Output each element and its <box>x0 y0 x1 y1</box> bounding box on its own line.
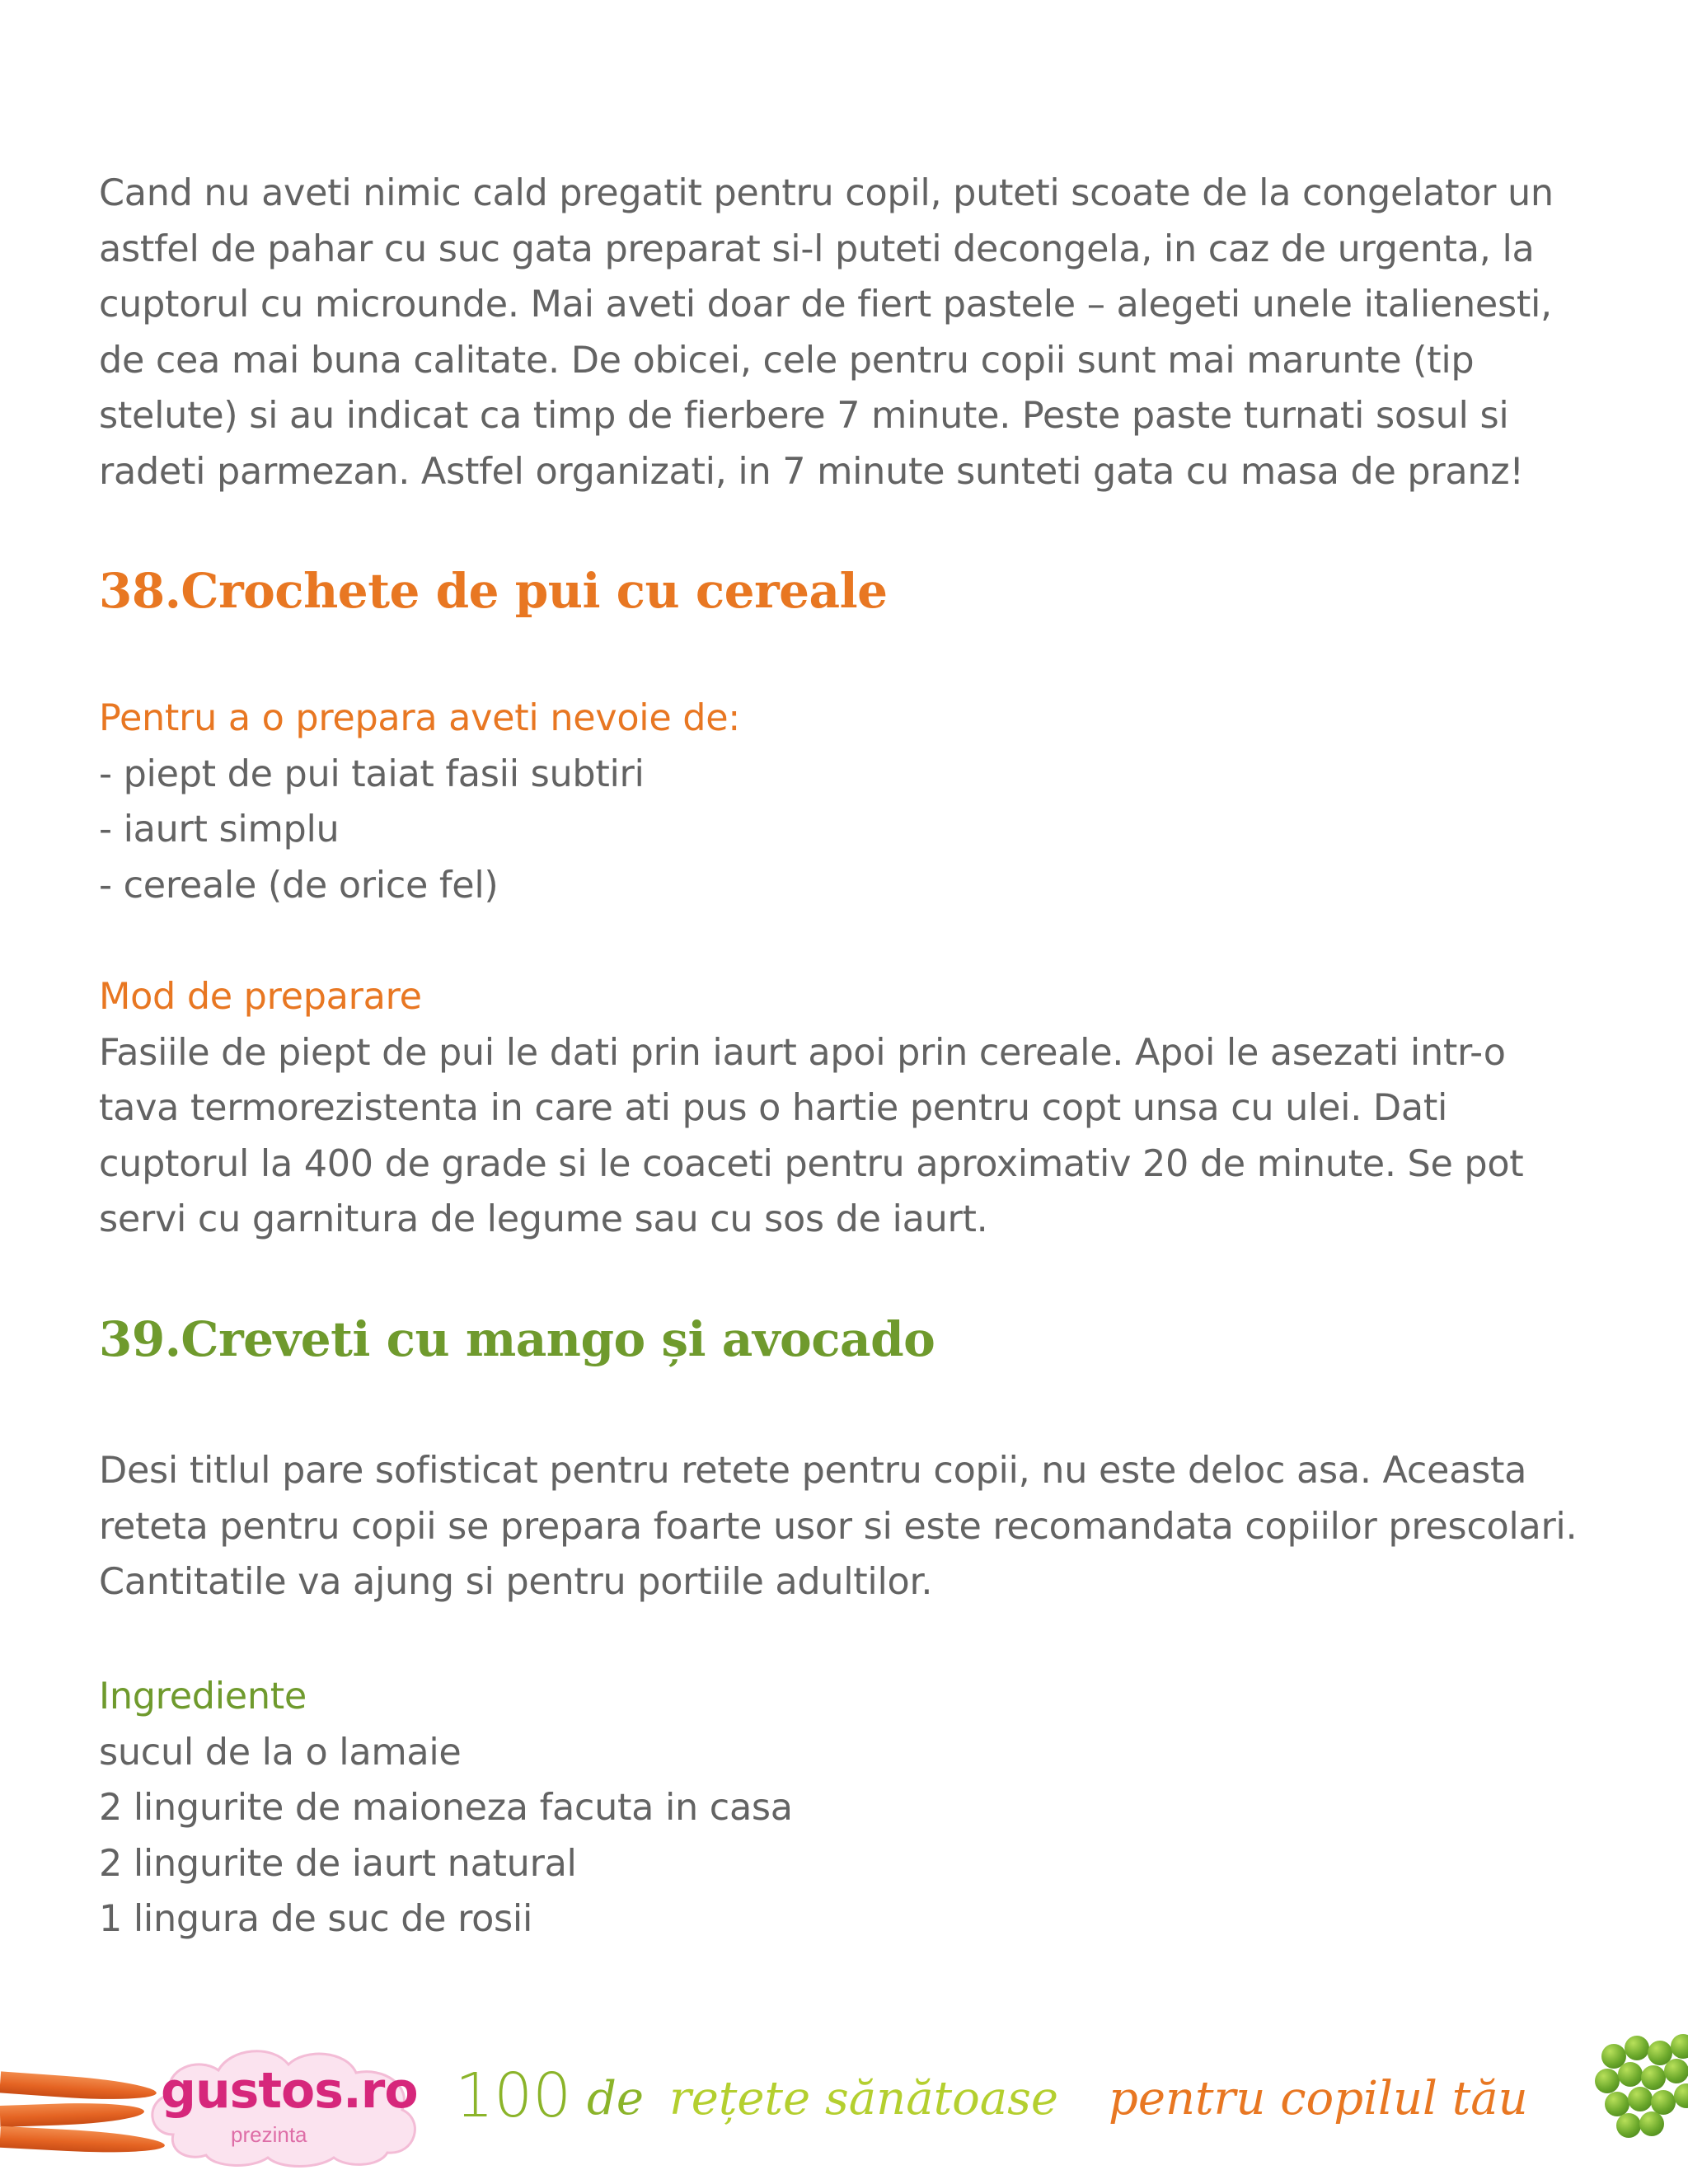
recipe-39-intro <box>99 1443 1607 1610</box>
intro-paragraph <box>99 166 1607 499</box>
recipe-38-ingredients <box>99 691 1607 913</box>
text-line: astfel de pahar cu suc gata preparat si-l puteti decongela, in caz de urgenta, la <box>99 227 1535 270</box>
tagline-number: 100 <box>455 2060 572 2131</box>
recipe-38-title: 38.Crochete de pui cu cereale <box>99 563 888 619</box>
text-line: cuptorul la 400 de grade si le coaceti pentru aproximativ 20 de minute. Se pot <box>99 1142 1524 1185</box>
tagline-pentru: pentru copilul tău <box>1109 2072 1528 2125</box>
text-line: Desi titlul pare sofisticat pentru retete pentru copii, nu este deloc asa. Aceasta <box>99 1450 1527 1492</box>
footer-banner <box>0 2011 1688 2184</box>
brand-subtitle: prezinta <box>231 2122 307 2147</box>
text-line: radeti parmezan. Astfel organizati, in 7 minute sunteti gata cu masa de pranz! <box>99 450 1524 493</box>
tagline-de: de <box>587 2072 644 2125</box>
text-line: servi cu garnitura de legume sau cu sos de iaurt. <box>99 1198 988 1240</box>
text-line: de cea mai buna calitate. De obicei, cele pentru copii sunt mai marunte (tip <box>99 339 1475 382</box>
tagline-retete: rețete sănătoase <box>669 2072 1059 2125</box>
ingredients-heading: Ingrediente <box>99 1675 307 1718</box>
ingredient-item: - piept de pui taiat fasii subtiri <box>99 752 645 795</box>
ingredient-item: sucul de la o lamaie <box>99 1731 462 1774</box>
method-heading: Mod de preparare <box>99 976 422 1018</box>
text-line: tava termorezistenta in care ati pus o hartie pentru copt unsa cu ulei. Dati <box>99 1087 1448 1129</box>
ingredient-item: 1 lingura de suc de rosii <box>99 1898 533 1940</box>
ingredient-item: - cereale (de orice fel) <box>99 864 499 907</box>
text-line: Fasiile de piept de pui le dati prin iaurt apoi prin cereale. Apoi le asezati intr-o <box>99 1031 1506 1074</box>
recipe-38-method <box>99 969 1607 1248</box>
text-line: stelute) si au indicat ca timp de fierbere 7 minute. Peste paste turnati sosul si <box>99 395 1509 437</box>
ingredient-item: 2 lingurite de maioneza facuta in casa <box>99 1787 793 1829</box>
text-line: Cantitatile va ajung si pentru portiile adultilor. <box>99 1561 933 1603</box>
recipe-39-title: 39.Creveti cu mango și avocado <box>99 1311 935 1367</box>
text-line: reteta pentru copii se prepara foarte usor si este recomandata copiilor prescolari. <box>99 1505 1578 1548</box>
ingredient-item: 2 lingurite de iaurt natural <box>99 1842 577 1885</box>
text-line: Cand nu aveti nimic cald pregatit pentru copil, puteti scoate de la congelator un <box>99 172 1554 214</box>
ingredients-heading: Pentru a o prepara aveti nevoie de: <box>99 697 740 739</box>
ingredient-item: - iaurt simplu <box>99 808 340 851</box>
text-line: cuptorul cu microunde. Mai aveti doar de fiert pastele – alegeti unele italienesti, <box>99 284 1552 326</box>
recipe-39-ingredients <box>99 1669 1607 1947</box>
brand-logo: gustos.ro <box>161 2062 418 2120</box>
peas-bowl-icon <box>1587 2011 1688 2151</box>
